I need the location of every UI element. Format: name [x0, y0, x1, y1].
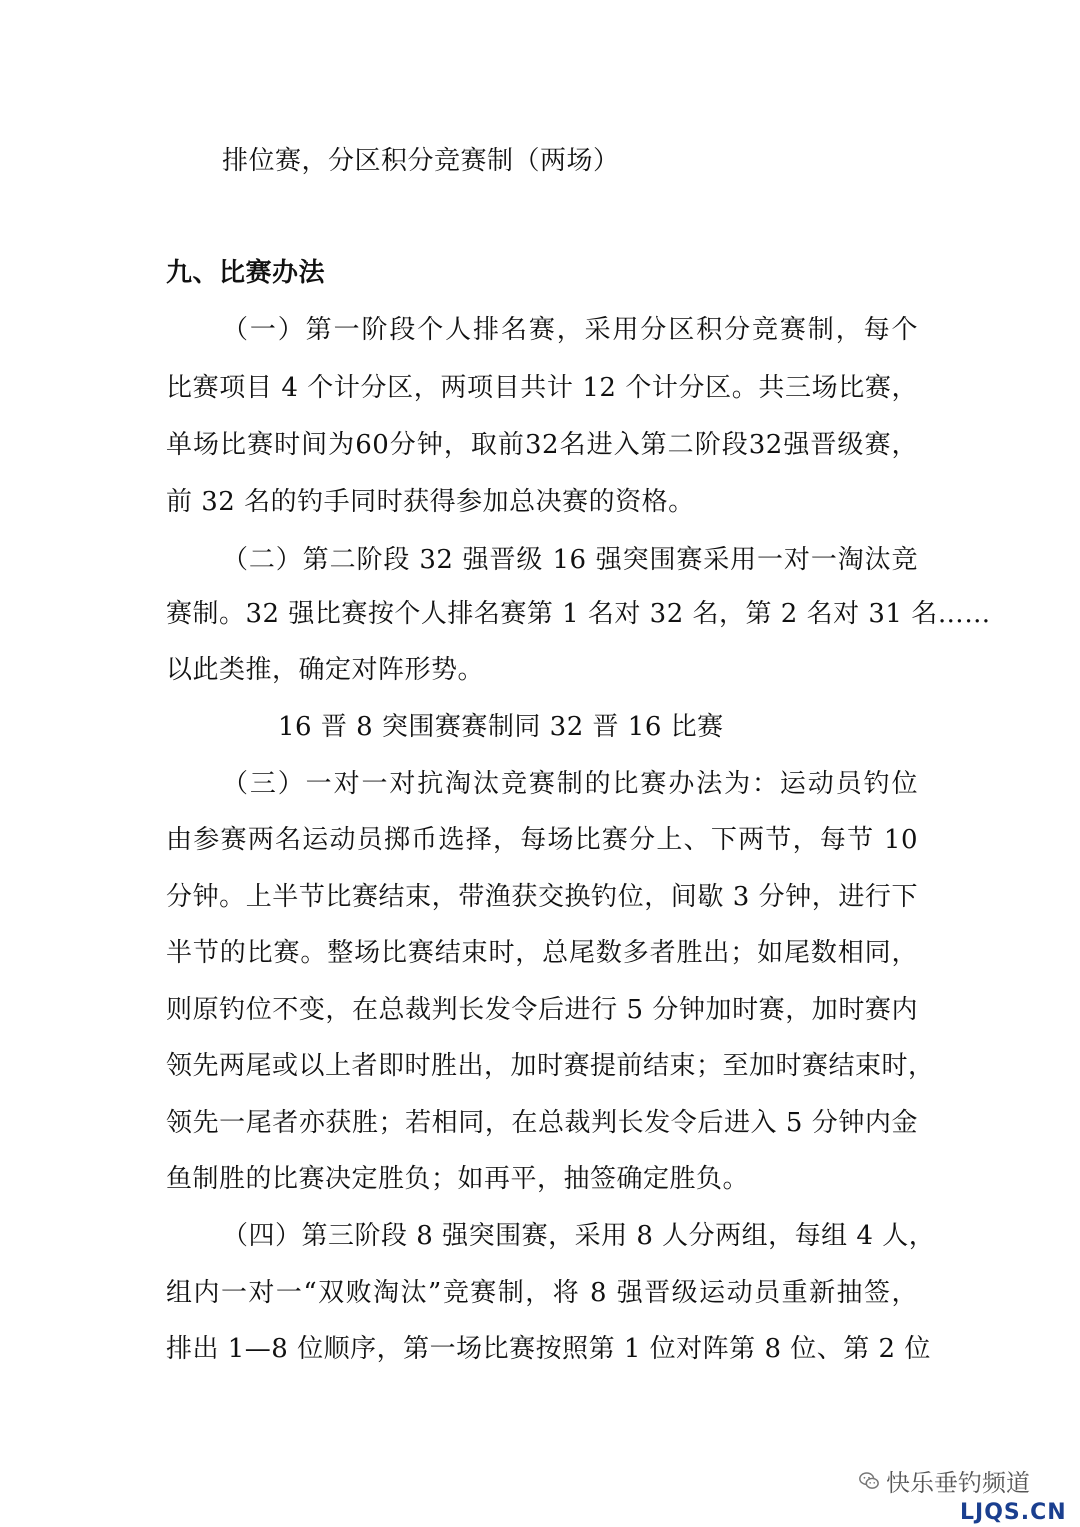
wechat-icon — [858, 1470, 880, 1492]
paragraph-line: 组内一对一“双败淘汰”竞赛制，将 8 强晋级运动员重新抽签， — [166, 1278, 918, 1308]
paragraph-line: （二）第二阶段 32 强晋级 16 强突围赛采用一对一淘汰竞 — [222, 545, 918, 575]
watermark-text: 快乐垂钓频道 — [886, 1469, 1030, 1497]
watermark — [858, 1463, 1030, 1498]
paragraph-line: （四）第三阶段 8 强突围赛，采用 8 人分两组，每组 4 人， — [222, 1221, 936, 1251]
paragraph-line: 比赛项目 4 个计分区，两项目共计 12 个计分区。共三场比赛， — [166, 373, 918, 403]
paragraph-line: 领先一尾者亦获胜；若相同，在总裁判长发令后进入 5 分钟内金 — [166, 1108, 918, 1138]
paragraph-line: 前 32 名的钓手同时获得参加总决赛的资格。 — [166, 487, 695, 517]
paragraph-line: 领先两尾或以上者即时胜出，加时赛提前结束；至加时赛结束时， — [166, 1051, 935, 1081]
paragraph-line: 分钟。上半节比赛结束，带渔获交换钓位，间歇 3 分钟，进行下 — [166, 882, 918, 912]
paragraph-line: 排出 1—8 位顺序，第一场比赛按照第 1 位对阵第 8 位、第 2 位 — [166, 1334, 931, 1364]
site-logo: LJQS.CN — [960, 1500, 1067, 1525]
paragraph-line: 则原钓位不变，在总裁判长发令后进行 5 分钟加时赛，加时赛内 — [166, 995, 918, 1025]
paragraph-line: （一）第一阶段个人排名赛，采用分区积分竞赛制，每个 — [222, 315, 918, 345]
section-heading: 九、比赛办法 — [166, 258, 326, 288]
paragraph-note: 16 晋 8 突围赛赛制同 32 晋 16 比赛 — [278, 712, 724, 742]
paragraph-line: 以此类推，确定对阵形势。 — [166, 655, 485, 685]
paragraph-line: 单场比赛时间为60分钟，取前32名进入第二阶段32强晋级赛， — [166, 430, 918, 460]
paragraph-line: 鱼制胜的比赛决定胜负；如再平，抽签确定胜负。 — [166, 1164, 750, 1194]
intro-line: 排位赛，分区积分竞赛制（两场） — [222, 146, 620, 176]
paragraph-line: （三）一对一对抗淘汰竞赛制的比赛办法为：运动员钓位 — [222, 769, 918, 799]
paragraph-line: 半节的比赛。整场比赛结束时，总尾数多者胜出；如尾数相同， — [166, 938, 918, 968]
paragraph-line: 赛制。32 强比赛按个人排名赛第 1 名对 32 名，第 2 名对 31 名…… — [166, 599, 991, 629]
paragraph-line: 由参赛两名运动员掷币选择，每场比赛分上、下两节，每节 10 — [166, 825, 918, 855]
